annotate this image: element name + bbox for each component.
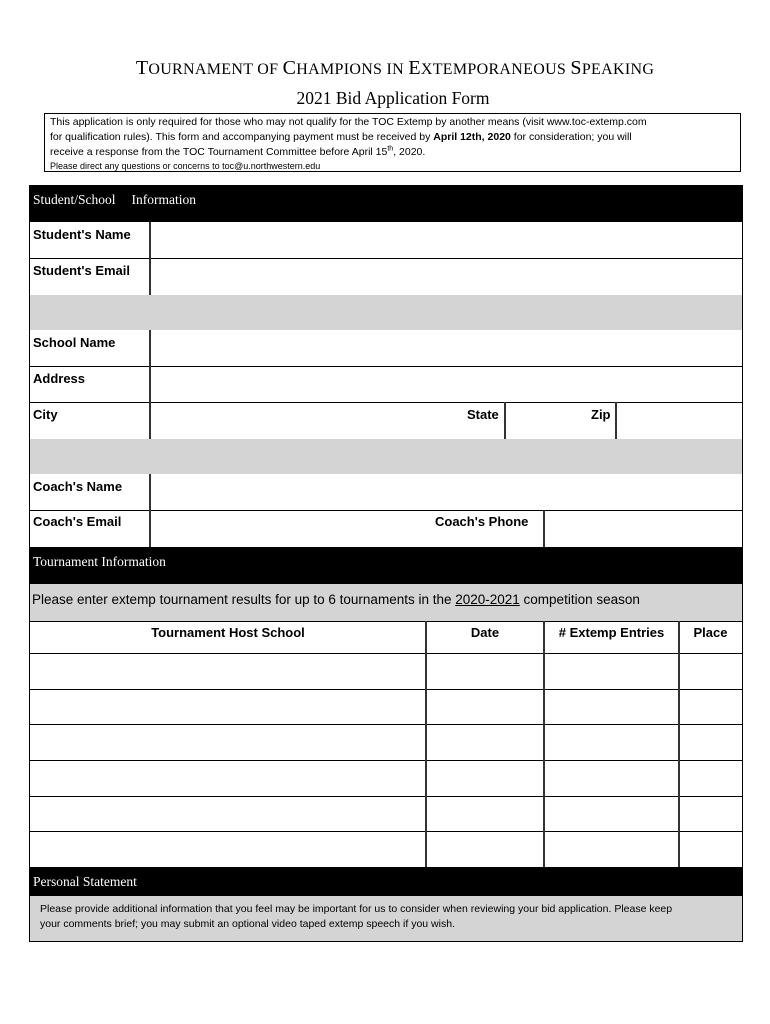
section-separator	[30, 295, 742, 330]
form-title: TOURNAMENT OF CHAMPIONS IN EXTEMPORANEOUS SPEAKING	[135, 57, 655, 79]
tournament-row-1[interactable]	[30, 654, 425, 689]
student-name-field[interactable]	[151, 222, 742, 258]
city-field[interactable]	[151, 403, 463, 439]
personal-statement-header: Personal Statement	[29, 867, 743, 896]
coach-phone-field[interactable]	[545, 511, 742, 547]
coach-email-field[interactable]	[151, 511, 426, 547]
col-header-entries: # Extemp Entries	[558, 625, 665, 640]
column-divider	[425, 621, 427, 867]
student-name-label: Student's Name	[33, 227, 131, 242]
school-name-field[interactable]	[151, 330, 742, 366]
tournament-row-3[interactable]	[30, 725, 425, 760]
student-email-field[interactable]	[151, 259, 742, 295]
tournament-row-5[interactable]	[30, 797, 425, 831]
tournament-row-4[interactable]	[30, 761, 425, 796]
tournament-info-header: Tournament Information	[29, 547, 743, 584]
address-label: Address	[33, 371, 86, 386]
tournament-row-6[interactable]	[30, 832, 425, 867]
section-separator	[30, 439, 742, 474]
zip-label: Zip	[591, 407, 611, 422]
student-email-label: Student's Email	[33, 263, 130, 278]
notice-line-2: for qualification rules). This form and accompanying payment must be received by April 12th, 2020 for consideration; you will	[50, 131, 632, 143]
notice-line-1: This application is only required for those who may not qualify for the TOC Extemp by another means (visit www.toc-extemp.com	[50, 116, 647, 128]
personal-statement-instructions: Please provide additional information that you feel may be important for us to consider when reviewing your bid application. Please keep your comments brief; you may submit an optional video taped extemp speech if you wish.	[40, 903, 673, 930]
row-divider	[30, 621, 742, 622]
form-subtitle: 2021 Bid Application Form	[296, 88, 490, 108]
state-label: State	[467, 407, 499, 422]
col-header-host-school: Tournament Host School	[151, 625, 305, 640]
column-divider	[678, 621, 680, 867]
deadline-date: April 12th, 2020	[433, 131, 511, 143]
tournament-row-2[interactable]	[30, 690, 425, 724]
notice-box	[44, 113, 741, 172]
student-school-header: Student/School Information	[29, 185, 743, 222]
season-text: 2020-2021	[455, 592, 520, 607]
coach-email-label: Coach's Email	[33, 514, 122, 529]
coach-name-field[interactable]	[151, 474, 742, 510]
col-header-place: Place	[693, 625, 728, 640]
notice-contact: Please direct any questions or concerns to toc@u.northwestern.edu	[50, 161, 321, 171]
column-divider	[543, 621, 545, 867]
state-field[interactable]	[506, 403, 586, 439]
coach-name-label: Coach's Name	[33, 479, 123, 494]
tournament-instruction: Please enter extemp tournament results for up to 6 tournaments in the 2020-2021 competition season	[32, 592, 640, 607]
coach-phone-label: Coach's Phone	[435, 514, 529, 529]
notice-line-3: receive a response from the TOC Tournament Committee before April 15th, 2020.	[50, 145, 426, 158]
zip-field[interactable]	[617, 403, 742, 439]
col-header-date: Date	[470, 625, 500, 640]
school-name-label: School Name	[33, 335, 116, 350]
city-label: City	[33, 407, 58, 422]
address-field[interactable]	[151, 367, 742, 402]
